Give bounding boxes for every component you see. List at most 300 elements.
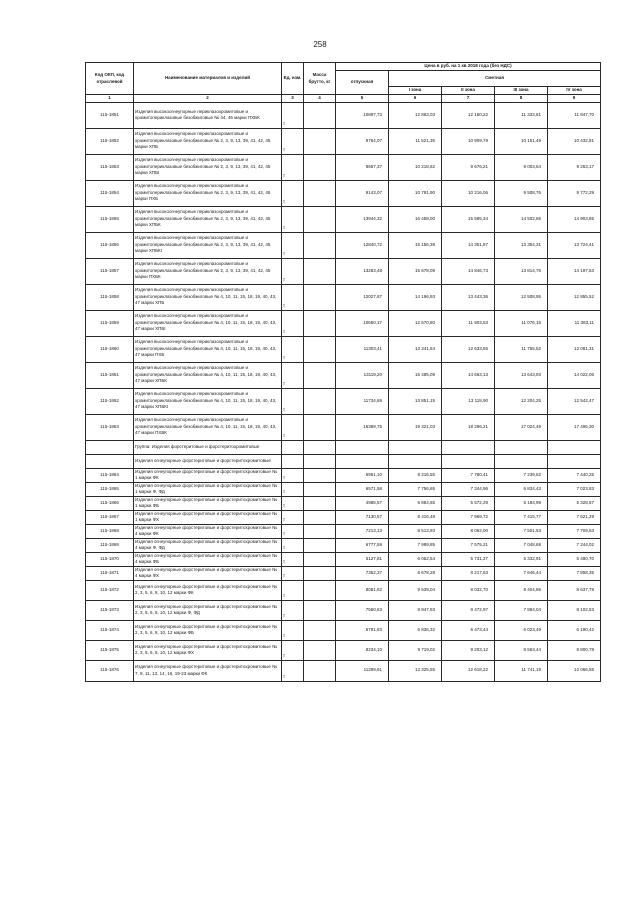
row-price-zone-3: 7 884,04: [495, 600, 548, 620]
row-name: Изделия высокоогнеупорные периклазохромитовые и хромитопериклазовые безобжиговые № 4, 10, 11, 15, 18, 19, 40, 43, 47 марки ХПБК: [134, 362, 282, 388]
row-price-factory: 13283,48: [336, 258, 389, 284]
row-price-zone-1: [389, 454, 442, 468]
row-name: Изделия огнеупорные форстеритовые и форстеритохромитовые № 1 марки ФХ: [134, 510, 282, 524]
row-price-zone-4: 13 724,41: [548, 232, 601, 258]
row-mass: [304, 620, 336, 640]
row-price-zone-2: 9 203,12: [442, 640, 495, 660]
page-number: 258: [313, 40, 327, 49]
row-code: 115-1856: [86, 232, 134, 258]
empty-cell: [442, 440, 495, 454]
row-price-zone-2: 7 575,21: [442, 538, 495, 552]
row-unit: т: [282, 620, 304, 640]
row-code: 115-1853: [86, 154, 134, 180]
table-row: [86, 362, 601, 388]
row-price-zone-4: 14 197,53: [548, 258, 601, 284]
row-price-zone-3: 11 755,52: [495, 336, 548, 362]
row-price-zone-4: 7 440,25: [548, 468, 601, 482]
row-price-zone-2: 7 344,96: [442, 482, 495, 496]
row-code: 115-1870: [86, 552, 134, 566]
group-title: Группа: Изделия форстеритовые и форстеритохромитовые: [134, 440, 282, 454]
col-number: 8: [495, 95, 548, 103]
empty-cell: [548, 440, 601, 454]
row-code: 115-1861: [86, 362, 134, 388]
table-row: [86, 468, 601, 482]
row-unit: т: [282, 102, 304, 128]
table-row: [86, 640, 601, 660]
row-price-zone-3: 11 741,19: [495, 660, 548, 681]
row-mass: [304, 482, 336, 496]
row-price-zone-3: 12 508,95: [495, 284, 548, 310]
row-name: Изделия высокоогнеупорные периклазохромитовые и хромитопериклазовые безобжиговые № 2, 3, 9, 13, 39, 41, 42, 45 марки ХПБК: [134, 206, 282, 232]
row-price-zone-1: 11 521,35: [389, 128, 442, 154]
header-factory-price: отпускная: [336, 71, 389, 95]
row-price-zone-4: 7 244,02: [548, 538, 601, 552]
row-unit: т: [282, 128, 304, 154]
row-unit: т: [282, 284, 304, 310]
empty-cell: [336, 440, 389, 454]
row-price-zone-3: 17 024,49: [495, 414, 548, 440]
row-price-zone-3: 11 333,61: [495, 102, 548, 128]
row-mass: [304, 362, 336, 388]
row-price-zone-1: 8 416,48: [389, 510, 442, 524]
row-price-factory: 10897,73: [336, 102, 389, 128]
row-name: Изделия огнеупорные форстеритовые и форстеритохромитовые № 2, 3, 5, 6, 8, 10, 12 марки ФБ: [134, 620, 282, 640]
table-row: [86, 482, 601, 496]
table-row: [86, 538, 601, 552]
row-mass: [304, 640, 336, 660]
row-name: Изделия огнеупорные форстеритовые и форстеритохромитовые № 7, 9, 11, 13, 14, 16, 19-23 марки ФК: [134, 660, 282, 681]
table-row: [86, 580, 601, 600]
row-code: 115-1868: [86, 524, 134, 538]
row-unit: т: [282, 640, 304, 660]
row-mass: [304, 310, 336, 336]
row-price-zone-1: 13 325,55: [389, 660, 442, 681]
row-mass: [304, 510, 336, 524]
row-price-zone-3: 8 563,44: [495, 640, 548, 660]
row-price-zone-1: 10 218,62: [389, 154, 442, 180]
header-code: Код ОКП, код отраслевой: [86, 63, 134, 95]
row-price-zone-2: 13 115,90: [442, 388, 495, 414]
price-table: [85, 62, 601, 682]
row-price-factory: 11289,61: [336, 660, 389, 681]
row-name: Изделия высокоогнеупорные периклазохромитовые и хромитопериклазовые безобжиговые № 2, 3, 9, 13, 39, 41, 42, 45 марки ПХБ: [134, 180, 282, 206]
row-name: Изделия огнеупорные форстеритовые и форстеритохромитовые № 4 марки Ф, ФД: [134, 538, 282, 552]
row-price-zone-1: 5 884,65: [389, 496, 442, 510]
row-unit: [282, 454, 304, 468]
row-price-zone-4: 12 542,47: [548, 388, 601, 414]
row-price-zone-3: 5 184,99: [495, 496, 548, 510]
row-mass: [304, 388, 336, 414]
row-code: 115-1871: [86, 566, 134, 580]
row-code: 115-1852: [86, 128, 134, 154]
row-price-zone-3: 8 404,86: [495, 580, 548, 600]
row-price-zone-4: 12 066,55: [548, 660, 601, 681]
row-code: 115-1869: [86, 538, 134, 552]
row-price-zone-3: 7 646,44: [495, 566, 548, 580]
row-price-zone-1: 9 539,04: [389, 580, 442, 600]
row-price-factory: 7352,37: [336, 566, 389, 580]
row-mass: [304, 468, 336, 482]
row-price-zone-2: 11 903,53: [442, 310, 495, 336]
row-unit: т: [282, 336, 304, 362]
row-mass: [304, 102, 336, 128]
row-name: Изделия огнеупорные форстеритовые и форстеритохромитовые № 2, 3, 5, 6, 8, 10, 12 марки ФХ: [134, 640, 282, 660]
row-price-factory: 11734,69: [336, 388, 389, 414]
table-row: [86, 600, 601, 620]
row-price-zone-2: [442, 454, 495, 468]
row-price-zone-4: [548, 454, 601, 468]
row-unit: т: [282, 600, 304, 620]
row-mass: [304, 496, 336, 510]
group-code-cell: [86, 440, 134, 454]
row-mass: [304, 232, 336, 258]
row-price-zone-1: 13 341,64: [389, 336, 442, 362]
empty-cell: [282, 440, 304, 454]
row-price-zone-1: 14 196,93: [389, 284, 442, 310]
row-price-factory: 12840,72: [336, 232, 389, 258]
row-price-zone-1: 9 719,02: [389, 640, 442, 660]
row-price-zone-1: 15 485,09: [389, 362, 442, 388]
row-price-factory: 13119,20: [336, 362, 389, 388]
row-code: 115-1874: [86, 620, 134, 640]
row-code: 115-1863: [86, 414, 134, 440]
row-price-zone-4: 7 858,35: [548, 566, 601, 580]
row-price-factory: 13944,32: [336, 206, 389, 232]
row-price-zone-3: 6 834,43: [495, 482, 548, 496]
header-price-title: Цена в руб. на 1 кв 2018 года (без НДС): [336, 63, 601, 71]
row-price-zone-2: 9 032,70: [442, 580, 495, 600]
row-code: [86, 454, 134, 468]
row-price-zone-4: 9 772,29: [548, 180, 601, 206]
row-name: Изделия высокоогнеупорные периклазохромитовые и хромитопериклазовые безобжиговые № 2, 3, 9, 13, 39, 41, 42, 45 марки ПХБК: [134, 258, 282, 284]
row-price-zone-3: 12 204,25: [495, 388, 548, 414]
header-name: Наименование материалов и изделий: [134, 63, 282, 95]
row-code: 115-1867: [86, 510, 134, 524]
row-price-factory: 9764,07: [336, 128, 389, 154]
table-row: [86, 232, 601, 258]
row-price-factory: 11303,41: [336, 336, 389, 362]
row-price-zone-3: 7 501,53: [495, 524, 548, 538]
row-code: 115-1873: [86, 600, 134, 620]
row-mass: [304, 154, 336, 180]
header-zone-4: IV зона: [548, 87, 601, 95]
row-unit: т: [282, 258, 304, 284]
table-row: [86, 524, 601, 538]
row-price-factory: [336, 454, 389, 468]
row-mass: [304, 524, 336, 538]
row-name: Изделия высокоогнеупорные периклазохромитовые и хромитопериклазовые безобжиговые № 44, 45 марки ПХБК: [134, 102, 282, 128]
group-row: [86, 440, 601, 454]
row-unit: т: [282, 524, 304, 538]
table-row: [86, 510, 601, 524]
row-price-zone-2: 15 585,34: [442, 206, 495, 232]
row-mass: [304, 336, 336, 362]
row-mass: [304, 258, 336, 284]
table-row: [86, 206, 601, 232]
row-name: Изделия огнеупорные форстеритовые и форстеритохромитовые № 1 марки ФК: [134, 468, 282, 482]
row-price-zone-4: 5 480,70: [548, 552, 601, 566]
row-price-factory: 6961,10: [336, 468, 389, 482]
row-unit: т: [282, 414, 304, 440]
row-name: Изделия огнеупорные форстеритовые и форстеритохромитовые № 2, 3, 5, 6, 8, 10, 12 марки ФК: [134, 580, 282, 600]
table-row: [86, 284, 601, 310]
row-price-zone-2: 12 618,22: [442, 660, 495, 681]
row-unit: т: [282, 538, 304, 552]
row-price-zone-2: 9 676,21: [442, 154, 495, 180]
table-row: [86, 154, 601, 180]
row-price-zone-4: 12 081,31: [548, 336, 601, 362]
row-price-zone-1: 6 836,32: [389, 620, 442, 640]
row-price-zone-2: 10 909,79: [442, 128, 495, 154]
table-row: [86, 310, 601, 336]
row-mass: [304, 206, 336, 232]
row-price-zone-3: 10 151,49: [495, 128, 548, 154]
row-mass: [304, 454, 336, 468]
row-unit: т: [282, 310, 304, 336]
row-price-zone-3: 7 239,62: [495, 468, 548, 482]
row-price-zone-2: 14 846,73: [442, 258, 495, 284]
row-price-zone-4: 10 432,81: [548, 128, 601, 154]
row-code: 115-1859: [86, 310, 134, 336]
row-price-zone-2: 8 217,63: [442, 566, 495, 580]
table-row: [86, 566, 601, 580]
row-code: 115-1857: [86, 258, 134, 284]
header-estimate: Сметная: [389, 71, 601, 87]
row-price-zone-4: 14 903,85: [548, 206, 601, 232]
row-price-zone-3: 9 003,64: [495, 154, 548, 180]
row-code: 115-1854: [86, 180, 134, 206]
row-price-factory: 10650,17: [336, 310, 389, 336]
empty-cell: [495, 440, 548, 454]
row-price-zone-3: 14 502,65: [495, 206, 548, 232]
row-name: Изделия огнеупорные форстеритовые и форстеритохромитовые № 4 марки ФК: [134, 524, 282, 538]
row-price-zone-1: 8 513,93: [389, 524, 442, 538]
header-unit: Ед. изм.: [282, 63, 304, 95]
row-price-zone-2: 12 160,22: [442, 102, 495, 128]
row-unit: т: [282, 206, 304, 232]
row-unit: т: [282, 362, 304, 388]
row-price-factory: 4985,57: [336, 496, 389, 510]
row-name: Изделия огнеупорные форстеритовые и форстеритохромитовые № 2, 3, 5, 6, 8, 10, 12 марки Ф, ФД: [134, 600, 282, 620]
table-row: [86, 552, 601, 566]
row-unit: т: [282, 552, 304, 566]
row-price-zone-1: 8 678,28: [389, 566, 442, 580]
row-price-zone-1: 15 678,09: [389, 258, 442, 284]
row-price-zone-1: 6 052,54: [389, 552, 442, 566]
row-name: Изделия огнеупорные форстеритовые и форстеритохромитовые № 1 марки Ф, ФД: [134, 482, 282, 496]
row-price-zone-4: 12 855,52: [548, 284, 601, 310]
row-unit: т: [282, 232, 304, 258]
row-name: Изделия высокоогнеупорные периклазохромитовые и хромитопериклазовые безобжиговые № 2, 3, 9, 13, 39, 41, 42, 45 марки ХПБКІ: [134, 232, 282, 258]
row-price-zone-3: 13 643,93: [495, 362, 548, 388]
header-zone-1: I зона: [389, 87, 442, 95]
row-price-zone-4: 11 847,70: [548, 102, 601, 128]
table-row: [86, 660, 601, 681]
row-price-zone-2: 7 969,72: [442, 510, 495, 524]
row-name: Изделия огнеупорные форстеритовые и форстеритохромитовые № 1 марки ФБ: [134, 496, 282, 510]
header-zone-2: II зона: [442, 87, 495, 95]
row-name: Изделия огнеупорные форстеритовые и форстеритохромитовые: [134, 454, 282, 468]
row-price-zone-3: 6 023,49: [495, 620, 548, 640]
row-price-zone-1: 7 756,65: [389, 482, 442, 496]
table-row: [86, 336, 601, 362]
row-unit: т: [282, 660, 304, 681]
row-price-factory: 6571,58: [336, 482, 389, 496]
row-price-zone-3: 13 814,76: [495, 258, 548, 284]
table-row: [86, 388, 601, 414]
row-price-zone-2: 14 351,87: [442, 232, 495, 258]
row-code: 115-1862: [86, 388, 134, 414]
row-mass: [304, 660, 336, 681]
row-name: Изделия высокоогнеупорные периклазохромитовые и хромитопериклазовые безобжиговые № 2, 3, 9, 13, 39, 41, 42, 45 марки ХПБ: [134, 128, 282, 154]
row-unit: т: [282, 566, 304, 580]
row-code: 115-1851: [86, 102, 134, 128]
row-name: Изделия огнеупорные форстеритовые и форстеритохромитовые № 4 марки ФХ: [134, 566, 282, 580]
row-unit: т: [282, 496, 304, 510]
row-mass: [304, 128, 336, 154]
row-code: 115-1855: [86, 206, 134, 232]
row-price-zone-2: 8 472,97: [442, 600, 495, 620]
header-mass: Масса брутто, кг: [304, 63, 336, 95]
table-row: [86, 454, 601, 468]
row-price-zone-4: 9 253,17: [548, 154, 601, 180]
row-price-zone-2: 5 572,29: [442, 496, 495, 510]
row-code: 115-1872: [86, 580, 134, 600]
row-code: 115-1858: [86, 284, 134, 310]
row-price-zone-3: 7 048,68: [495, 538, 548, 552]
row-price-factory: 12027,87: [336, 284, 389, 310]
row-price-factory: 8657,37: [336, 154, 389, 180]
column-numbers-row: [86, 95, 601, 103]
row-mass: [304, 538, 336, 552]
row-price-zone-2: 5 731,27: [442, 552, 495, 566]
row-price-zone-3: 9 508,76: [495, 180, 548, 206]
row-name: Изделия высокоогнеупорные периклазохромитовые и хромитопериклазовые безобжиговые № 4, 10, 11, 15, 18, 19, 40, 43, 47 марки ПХБК: [134, 414, 282, 440]
row-price-zone-2: 6 473,44: [442, 620, 495, 640]
row-unit: т: [282, 510, 304, 524]
col-number: 6: [389, 95, 442, 103]
row-price-zone-1: 13 851,15: [389, 388, 442, 414]
row-price-zone-4: 6 190,42: [548, 620, 601, 640]
row-price-zone-2: 10 216,06: [442, 180, 495, 206]
col-number: 4: [304, 95, 336, 103]
row-price-zone-2: 8 062,00: [442, 524, 495, 538]
table-row: [86, 496, 601, 510]
row-price-zone-1: 19 321,03: [389, 414, 442, 440]
row-name: Изделия высокоогнеупорные периклазохромитовые и хромитопериклазовые безобжиговые № 4, 10, 11, 15, 18, 19, 40, 43, 47 марки ХПБКІ: [134, 388, 282, 414]
row-name: Изделия высокоогнеупорные периклазохромитовые и хромитопериклазовые безобжиговые № 4, 10, 11, 15, 18, 19, 40, 43, 47 марки ХПБ: [134, 284, 282, 310]
row-unit: т: [282, 468, 304, 482]
col-number: 3: [282, 95, 304, 103]
row-price-zone-2: 12 633,55: [442, 336, 495, 362]
row-price-factory: 8234,10: [336, 640, 389, 660]
row-price-zone-4: 7 621,29: [548, 510, 601, 524]
row-mass: [304, 566, 336, 580]
row-price-factory: 7130,57: [336, 510, 389, 524]
row-name: Изделия высокоогнеупорные периклазохромитовые и хромитопериклазовые безобжиговые № 4, 10, 11, 15, 18, 19, 40, 43, 47 марки ПХБ: [134, 336, 282, 362]
row-price-factory: 9143,07: [336, 180, 389, 206]
row-code: 115-1860: [86, 336, 134, 362]
row-price-zone-4: 7 023,83: [548, 482, 601, 496]
col-number: 5: [336, 95, 389, 103]
row-price-zone-4: 17 496,30: [548, 414, 601, 440]
col-number: 7: [442, 95, 495, 103]
row-price-zone-3: [495, 454, 548, 468]
table-row: [86, 102, 601, 128]
row-price-zone-1: 12 570,80: [389, 310, 442, 336]
row-code: 115-1865: [86, 482, 134, 496]
row-code: 115-1864: [86, 468, 134, 482]
row-name: Изделия высокоогнеупорные периклазохромитовые и хромитопериклазовые безобжиговые № 4, 10, 11, 15, 18, 19, 40, 43, 47 марки ХПБІ: [134, 310, 282, 336]
row-price-zone-1: 8 216,55: [389, 468, 442, 482]
row-mass: [304, 284, 336, 310]
empty-cell: [389, 440, 442, 454]
row-price-factory: 8081,62: [336, 580, 389, 600]
row-price-factory: 7213,13: [336, 524, 389, 538]
row-price-zone-4: 8 800,78: [548, 640, 601, 660]
row-price-zone-3: 13 354,31: [495, 232, 548, 258]
col-number: 9: [548, 95, 601, 103]
row-mass: [304, 580, 336, 600]
row-price-factory: 16389,75: [336, 414, 389, 440]
table-row: [86, 414, 601, 440]
row-mass: [304, 552, 336, 566]
row-unit: т: [282, 580, 304, 600]
row-price-zone-4: 5 328,67: [548, 496, 601, 510]
row-price-zone-4: 8 102,53: [548, 600, 601, 620]
row-code: 115-1875: [86, 640, 134, 660]
row-mass: [304, 180, 336, 206]
row-price-factory: 6777,59: [336, 538, 389, 552]
table-row: [86, 620, 601, 640]
row-price-zone-3: 7 415,77: [495, 510, 548, 524]
empty-cell: [304, 440, 336, 454]
row-mass: [304, 600, 336, 620]
row-price-zone-4: 14 022,06: [548, 362, 601, 388]
row-name: Изделия высокоогнеупорные периклазохромитовые и хромитопериклазовые безобжиговые № 2, 3, 9, 13, 39, 41, 42, 45 марки ХПБІ: [134, 154, 282, 180]
row-code: 115-1876: [86, 660, 134, 681]
row-price-zone-2: 7 780,41: [442, 468, 495, 482]
row-unit: т: [282, 388, 304, 414]
row-price-zone-1: 16 458,00: [389, 206, 442, 232]
row-price-zone-4: 7 709,53: [548, 524, 601, 538]
row-code: 115-1866: [86, 496, 134, 510]
row-price-zone-2: 13 443,36: [442, 284, 495, 310]
row-unit: т: [282, 180, 304, 206]
col-number: 2: [134, 95, 282, 103]
row-price-zone-2: 18 296,21: [442, 414, 495, 440]
row-unit: т: [282, 154, 304, 180]
row-price-zone-1: 12 863,03: [389, 102, 442, 128]
row-price-zone-1: 15 156,38: [389, 232, 442, 258]
row-price-zone-3: 11 076,15: [495, 310, 548, 336]
row-price-zone-1: 10 791,90: [389, 180, 442, 206]
row-price-factory: 7560,63: [336, 600, 389, 620]
col-number: 1: [86, 95, 134, 103]
table-row: [86, 258, 601, 284]
row-price-zone-1: 7 999,85: [389, 538, 442, 552]
row-unit: т: [282, 482, 304, 496]
row-price-zone-1: 8 947,93: [389, 600, 442, 620]
row-name: Изделия огнеупорные форстеритовые и форстеритохромитовые № 4 марки ФБ: [134, 552, 282, 566]
row-price-zone-3: 5 332,91: [495, 552, 548, 566]
table-body: [86, 102, 601, 681]
header-zone-3: III зона: [495, 87, 548, 95]
table-row: [86, 128, 601, 154]
table-row: [86, 180, 601, 206]
row-mass: [304, 414, 336, 440]
row-price-zone-4: 11 383,11: [548, 310, 601, 336]
